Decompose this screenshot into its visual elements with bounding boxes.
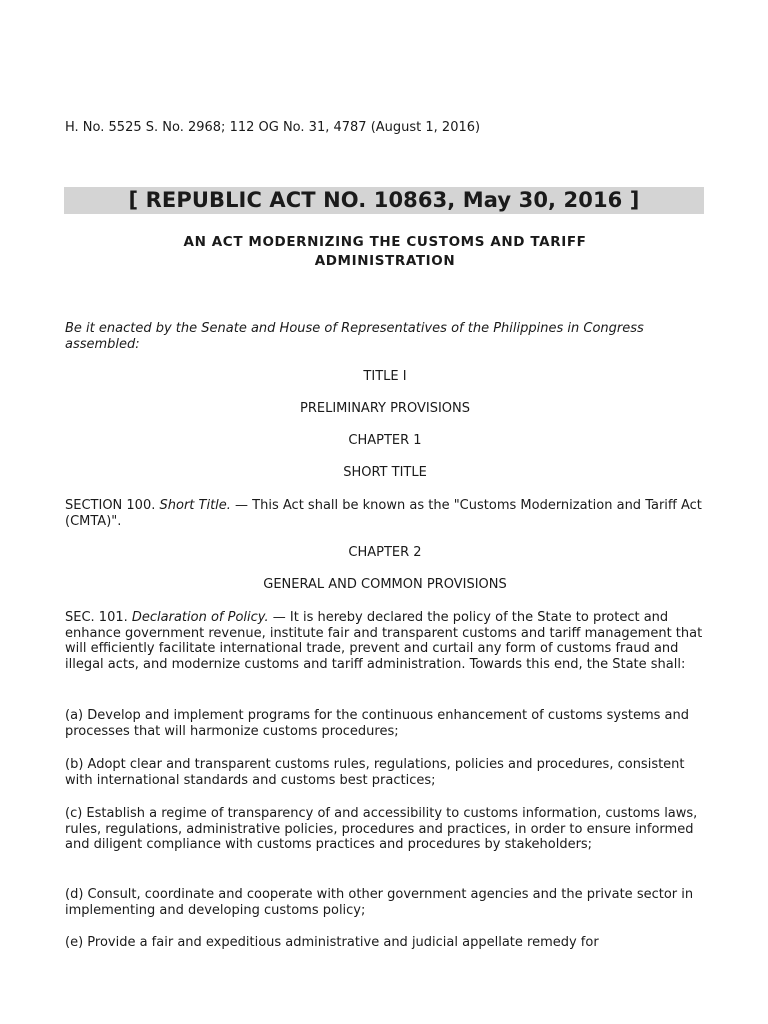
act-title-line-1: AN ACT MODERNIZING THE CUSTOMS AND TARIFF [183, 234, 587, 250]
section-101-label: SEC. 101. [65, 610, 132, 625]
section-101 [65, 610, 705, 672]
chapter-1-heading: CHAPTER 1 [348, 433, 422, 448]
policy-item-e: (e) Provide a fair and expeditious administrative and judicial appellate remedy for [65, 935, 599, 950]
policy-item-b: (b) Adopt clear and transparent customs rules, regulations, policies and procedures, consistent with international standards and customs best practices; [65, 757, 685, 788]
act-title [65, 233, 705, 271]
section-100-label: SECTION 100. [65, 498, 160, 513]
policy-item-d: (d) Consult, coordinate and cooperate with other government agencies and the private sector in implementing and developing customs policy; [65, 887, 694, 918]
legislative-reference: H. No. 5525 S. No. 2968; 112 OG No. 31, 4787 (August 1, 2016) [65, 120, 481, 135]
policy-item-c: (c) Establish a regime of transparency of and accessibility to customs information, customs laws, rules, regulations, administrative policies, procedures and practices, in order to ensure informed and diligent compliance with customs practices and procedures by stakeholders; [65, 806, 698, 852]
act-title-line-2: ADMINISTRATION [314, 253, 456, 269]
enacting-clause: Be it enacted by the Senate and House of Representatives of the Philippines in Congress assembled: [65, 321, 644, 352]
section-100-heading: Short Title. [159, 498, 231, 513]
title-heading: TITLE I [363, 369, 407, 384]
chapter-1-name: SHORT TITLE [343, 465, 427, 480]
chapter-2-heading: CHAPTER 2 [348, 545, 422, 560]
title-name: PRELIMINARY PROVISIONS [299, 401, 470, 416]
act-number-heading: [ REPUBLIC ACT NO. 10863, May 30, 2016 ] [64, 187, 704, 214]
section-100-text: — This Act shall be known as the "Customs Modernization and Tariff Act (CMTA)". [65, 498, 702, 529]
section-101-text: — It is hereby declared the policy of the State to protect and enhance government revenue, institute fair and transparent customs and tariff management that will efficiently facilitate international trade, prevent and curtail any form of customs fraud and illegal acts, and modernize customs and tariff administration. Towards this end, the State shall: [65, 610, 703, 672]
policy-item-a: (a) Develop and implement programs for the continuous enhancement of customs systems and processes that will harmonize customs procedures; [65, 708, 690, 739]
section-100 [65, 498, 705, 529]
section-101-heading: Declaration of Policy. [131, 610, 269, 625]
chapter-2-name: GENERAL AND COMMON PROVISIONS [263, 577, 507, 592]
